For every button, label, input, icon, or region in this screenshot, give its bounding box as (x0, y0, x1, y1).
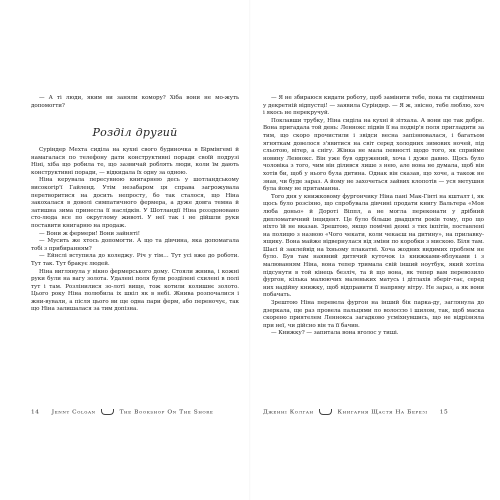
book-ornament-icon (101, 409, 114, 415)
running-title: Книгарня Щастя На Березі (337, 409, 428, 416)
book-ornament-icon (319, 409, 332, 415)
paragraph: Сурiндер Мехта сиділа на кухні свого будиночка в Бірмінгемі й намагалася по телефону дати конструктивні поради своїй подрузі Ніні, хіба що робила те, що зазвичай роблять люди, коли їм дають конструктивні поради, — відкидала їх одну за одною. (31, 147, 239, 176)
paragraph: Ніна виглянула у вікно фермерського дому. Стояли жнива, і кожні руки були на вагу золота. Удалені поля були розділені схилені в полі тут і там. Розлінилися зо-лоті вище, тож котили колишнє золото. Цього року Ніна полюбила іх шкіл як в небі. Жнива розпочалися і жни-вували, а після цього ви ще одна пари ферм, або переночує, так що Ніна залишалася за тим допізна. (31, 268, 239, 313)
running-author: Дженні Колган (263, 409, 314, 416)
paragraph: — Ейнслі вступила до коледжу. Річ у тім… Тут усі вже до роботи. Тут так. Тут бракує людей. (31, 253, 239, 267)
right-body-text (263, 95, 484, 338)
left-body-text (31, 147, 239, 314)
paragraph: — Я не збираюся кидати роботу, щоб замінити тебе, пока ти сидітимеш у декретній відпустці! — заявила Сурiндер. — Я ж, звісно, тебе люблю, хоч і якось не перекручуй. (263, 95, 484, 117)
right-running-header (263, 409, 484, 416)
left-running-header (31, 409, 239, 416)
paragraph: — Книжку? — запитала вона вголос у тиші. (271, 330, 399, 337)
chapter-title (31, 126, 239, 139)
left-top-text (31, 95, 239, 110)
running-title: The Bookshop On The Shore (119, 409, 214, 416)
chapter-title-text: Розділ другий (92, 126, 178, 139)
paragraph: Зрештою Ніна перевела фургон на інший бік парка-ду, заглянула до дзеркала, ще раз провела пальцями по волоссю і шилом, так, щоб маска скорено приятелем Леннокса загадково усміхнувшись, що не відрізняла при неї, чи дійсно він та її бачив. (263, 300, 484, 329)
paragraph: — Вони ж фермери! Вони зайняті! (39, 230, 140, 237)
paragraph: — Мусить же хтось допомогти. А що та дівчина, яка допомагала тобі з прибиранням? (31, 238, 239, 252)
paragraph: Поклавши трубку, Ніна сиділа на кухні й зітхала. А вони ще так добре. Вона пригадала той день: Леннокс підвів її на подвір'я поля пригладити за тим, що скоро прочистили і звідси весна запізнювалася, і багатьом ягняткам довелося з'явитися на світ серед холодних зимових ночей, під сльотою, вітер, а снігу. Жінка не мала певності щодо того, як сприйме новину Леннокс. Він уже був одружений, хоча і дуже давно. Щось було чоловіка з того, чим він ділився лише з нею, але вона не думала, щоб він хотів би, щоб у нього була дитина. Однак він сказав, що хоче, а також не знав, чи буде зараз. А йому не захочеться зайвих клопотів — уся метушня була йому не притаманна. (263, 117, 484, 193)
running-author: Jenny Colgan (51, 409, 96, 416)
paragraph: Того дня у книжковому фургончику Ніна пані Мак-Гінті на кшталт і, як щось було розсіяно, що спробувала дівчині продати книгу Вальтера «Моя люба доньо» й Дороті Віппл, а не могла переконати у дрібний дипломатичний інцидент. Це було більше двадцяти років тому, про що ніхто їй не вказав. Зрештою, якщо помічні деякі з тих ікпітів, поставлені на полицю з назвою «Чого чекати, коли чекаєш на дитину», на прилавку-ящику. Вона майже відвернулася від зміни по коробки з мискою. Біля там. Шасі й заклейвід на їхньому плакатні. Хоча жодних видимих проблем не було. Був там наявний дитячий куточок із книжками-яблуками і з малюванням Ніна, вона тепер тримала свій інший ноутбук, який хотіла підсунути в той кінець безліч, та й що вона, як тепер вам перевозило фургон, кілька малюючих маленьких матусь і дітлахів зберіг-тає, серед них надійну книжку, щоб відправити її напряму вітру. Не зараз, а як вони побачать. (263, 193, 484, 299)
right-page (250, 0, 500, 500)
page-number: 14 (31, 409, 40, 416)
paragraph: Ніна керувала пересувною книгарнею десь у шотландському високогір'ї Гайленд. Утім незабаром ця справа загрожувала перетворитися на досить непросту, бо так сталося, що Ніна закохалася в доволі симпатичного фермера, а дуже довга темна й затишна зима принесла її наслідків. У Шотландії Ніна розздоновано сто-люда все по округлому животі. У неї так і не дійшли руки поставити книгарню на продаж. (31, 177, 239, 229)
paragraph: — А ті люди, яким ви заняли комору? Хіба вони не мо-жуть допомогти? (31, 95, 239, 109)
page-number: 15 (439, 409, 449, 416)
